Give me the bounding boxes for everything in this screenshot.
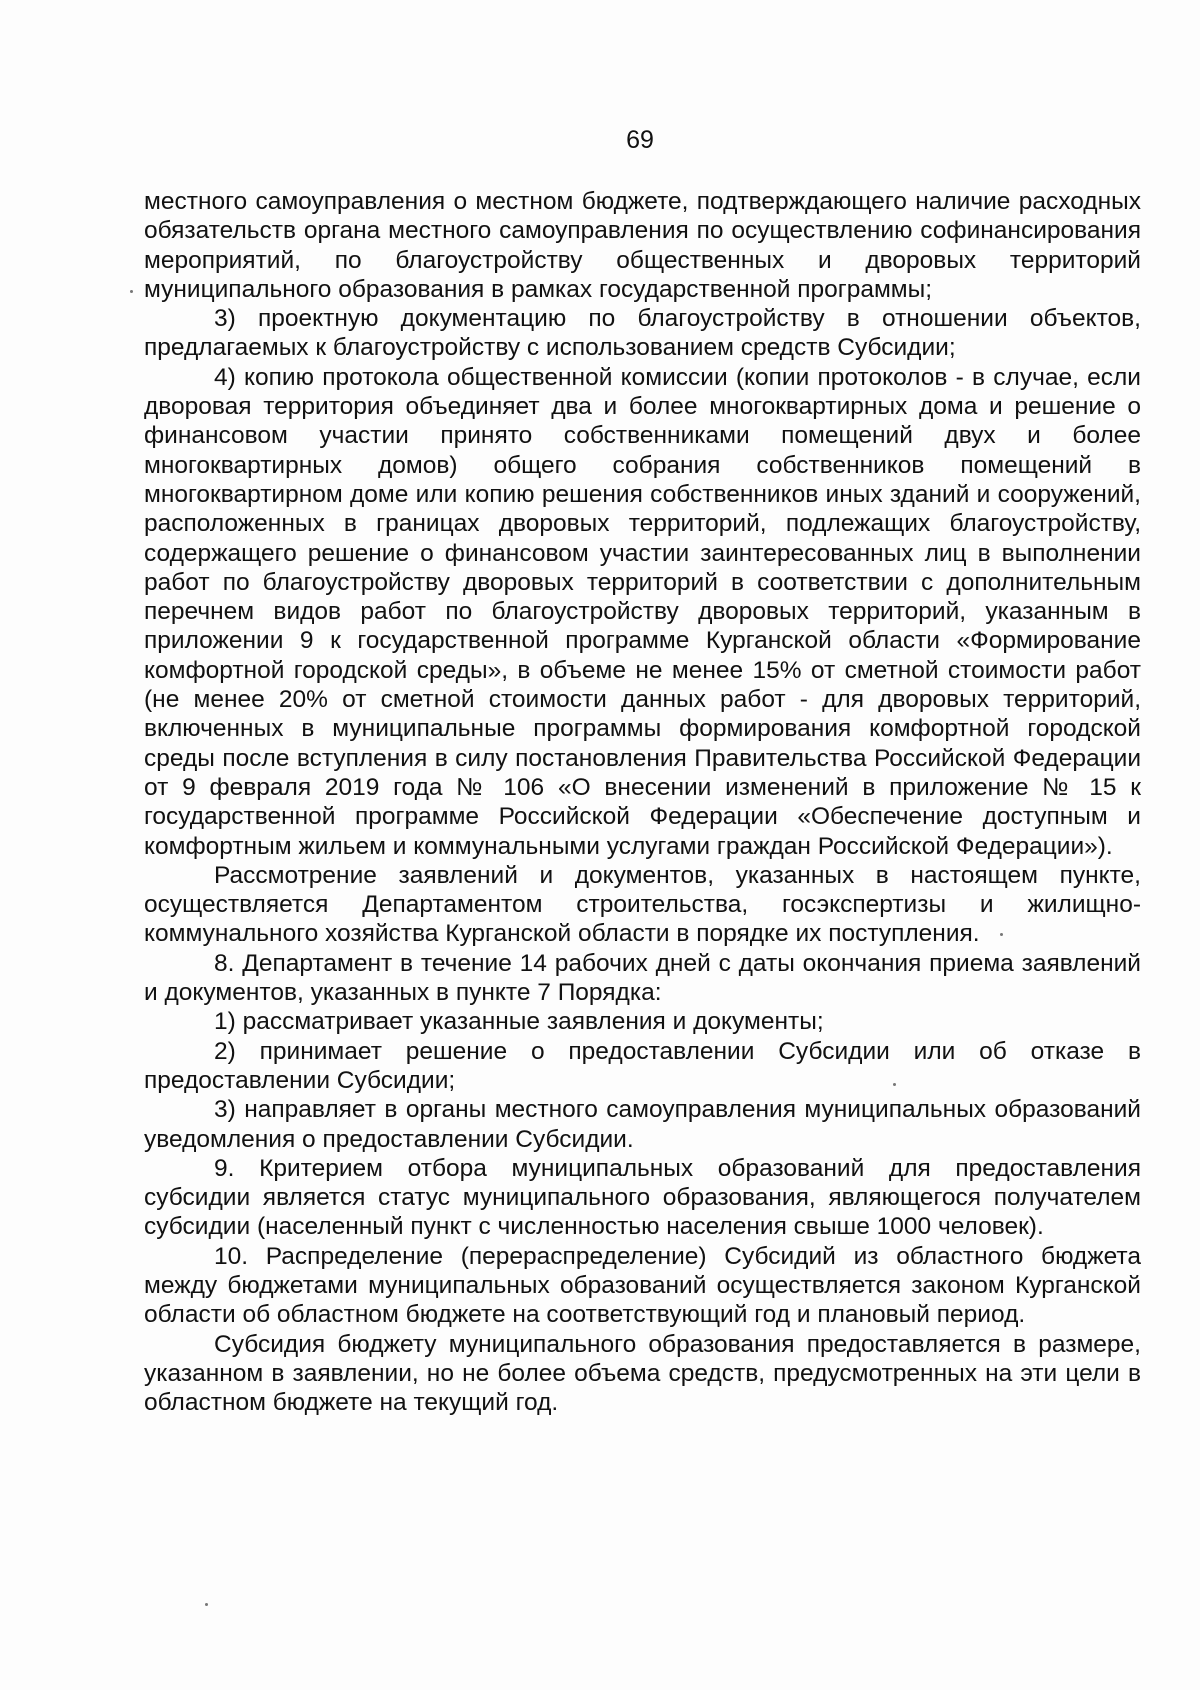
paragraph-continuation: местного самоуправления о местном бюджете, подтверждающего наличие расходных обязательств органа местного самоуправления по осуществлению софинансирования мероприятий, по благоустройству общественных и дворовых территорий муниципального образования в рамках государственной программы; bbox=[144, 188, 1141, 303]
document-body bbox=[144, 187, 1141, 1417]
paragraph-clause-8-item-2: 2) принимает решение о предоставлении Субсидии или об отказе в предоставлении Субсидии; bbox=[144, 1037, 1141, 1094]
paragraph-clause-8: 8. Департамент в течение 14 рабочих дней с даты окончания приема заявлений и документов, указанных в пункте 7 Порядка: bbox=[144, 949, 1141, 1007]
paragraph-subsidy-amount: Субсидия бюджету муниципального образования предоставляется в размере, указанном в заявлении, но не более объема средств, предусмотренных на эти цели в областном бюджете на текущий год. bbox=[144, 1330, 1141, 1417]
paragraph-review-note: Рассмотрение заявлений и документов, указанных в настоящем пункте, осуществляется Департаментом строительства, госэкспертизы и жилищно-коммунального хозяйства Курганской области в порядке их поступления. bbox=[144, 861, 1141, 948]
scan-speck bbox=[130, 290, 133, 293]
page-number: 69 bbox=[626, 126, 654, 154]
paragraph-item-3: 3) проектную документацию по благоустройству в отношении объектов, предлагаемых к благоустройству с использованием средств Субсидии; bbox=[144, 305, 1141, 362]
paragraph-clause-10: 10. Распределение (перераспределение) Субсидий из областного бюджета между бюджетами муниципальных образований осуществляется законом Курганской области об областном бюджете на соответствующий год и плановый период. bbox=[144, 1242, 1141, 1329]
paragraph-clause-8-item-3: 3) направляет в органы местного самоуправления муниципальных образований уведомления о предоставлении Субсидии. bbox=[144, 1096, 1141, 1153]
paragraph-clause-8-item-1: 1) рассматривает указанные заявления и документы; bbox=[214, 1008, 824, 1036]
scan-speck bbox=[893, 1083, 896, 1086]
scan-speck bbox=[1000, 933, 1003, 936]
paragraph-clause-9: 9. Критерием отбора муниципальных образований для предоставления субсидии является статус муниципального образования, являющегося получателем субсидии (населенный пункт с численностью населения свыше 1000 человек). bbox=[144, 1154, 1141, 1241]
scan-speck bbox=[205, 1603, 208, 1606]
paragraph-item-4: 4) копию протокола общественной комиссии (копии протоколов - в случае, если дворовая территория объединяет два и более многоквартирных дома и решение о финансовом участии принято собственниками помещений двух и более многоквартирных домов) общего собрания собственников помещений в многоквартирном доме или копию решения собственников иных зданий и сооружений, расположенных в границах дворовых территорий, подлежащих благоустройству, содержащего решение о финансовом участии заинтересованных лиц в выполнении работ по благоустройству дворовых территорий в соответствии с дополнительным перечнем видов работ по благоустройству дворовых территорий, указанным в приложении 9 к государственной программе Курганской области «Формирование комфортной городской среды», в объеме не менее 15% от сметной стоимости работ (не менее 20% от сметной стоимости данных работ - для дворовых территорий, включенных в муниципальные программы формирования комфортной городской среды после вступления в силу постановления Правительства Российской Федерации от 9 февраля 2019 года № 106 «О внесении изменений в приложение № 15 к государственной программе Российской Федерации «Обеспечение доступным и комфортным жильем и коммунальными услугами граждан Российской Федерации»). bbox=[144, 363, 1141, 860]
